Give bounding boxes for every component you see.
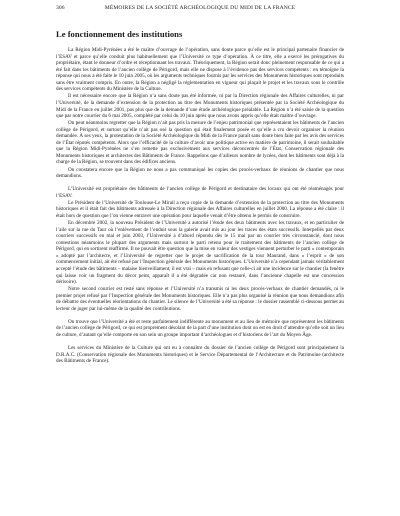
running-head [56,4,344,12]
paragraph-universite-president: Le Président de l’Université de Toulouse-Le Mirail a reçu copie de la demande d’extension de la protection au titre des Monuments historiques et il était fait des bâtiments adressée à la Direction régionale des Affaires culturelles en juillet 2000. La réponse a été claire : il était hors de question que l’on vienne entraver une opération pour laquelle venait d’être obtenu le permis de construire. [56,199,344,219]
paragraph-universite-second-courrier: Notre second courrier est resté sans réponse et l’Université n’a transmis ni les deux procès-verbaux de chantier demandés, ni le premier projet refusé par l’Inspection générale des Monuments historiques. Elle n’a pas plus organisé la réunion que nous demandions afin de débattre des éventuelles réorientations du chantier. Le silence de l’Université a été sa réponse : le dossier rassemblé ci-dessous permet au lecteur de juger par lui-même de la qualité des contributions. [56,286,344,312]
paragraph-universite-indifference: On trouve que l’Université a été et reste parfaitement indifférente au monument et au lieu de mémoire que représentent les bâtiments de l’ancien collège de Périgord, ce qui est proprement désolant de la part d’une institution dont on est en droit d’attendre qu’elle soit un lieu de culture, d’autant qu’elle comporte en son sein un groupe important d’archéologues et d’historiens de l’art du Moyen Âge. [56,318,344,338]
paragraph-region-proces-verbaux: On constatera encore que la Région ne nous a pas communiqué les copies des procès-verbaux de réunions de chantier que nous demandions. [56,166,344,180]
paragraph-ministere-culture: Les services du Ministère de la Culture qui ont eu à connaître du dossier de l’ancien collège de Périgord sont principalement la D.R.A.C. (Conservation régionale des Monuments historiques) et le Service Départemental de l’Architecture et du Patrimoine (architecte des Bâtiments de France). [56,345,344,365]
paragraph-region-regret: On peut néanmoins regretter que la Région n’ait pas pris la mesure de l’enjeu patrimonial que représentaient les bâtiments de l’ancien collège de Périgord, et surtout qu’elle n’ait pas osé la question qui était finalement posée et qu’elle a cru devoir organiser la réunion demandée. À ses yeux, la protestation de la Société Archéologique du Midi de la France paraît sans doute bien faite par les avis des services de l’État réputés compétents. Alors que l’efficacité de la culture d’avoir une politique active en matière de patrimoine, il serait souhaitable que la Région Midi-Pyrénées ne s’en remette pas exclusivement aux services déconcentrés de l’État, Conservation régionale des Monuments historiques et architectes des Bâtiments de France. Rappelons que d’ailleurs nombre de lycées, dont les bâtiments sont déjà à la charge de la Région, se trouvent dans des édifices anciens. [56,120,344,166]
paragraph-universite-proprietaire: L’Université est propriétaire des bâtiments de l’ancien collège de Périgord et destinataire des locaux qui ont été réaménagés pour l’ESAV. [56,186,344,199]
paragraph-region-maitre-ouvrage: La Région Midi-Pyrénées a été le maître d’ouvrage de l’opération, sans doute parce qu’elle est le principal partenaire financier de l’ESAV et parce qu’elle conduit plus habituellement que l’Université ce type d’opération. À ce titre, elle a exercé les prérogatives du propriétaire, étant le donneur d’ordre et réceptionnant les travaux. Théoriquement, la Région serait donc pleinement responsable de ce qui a été fait dans les bâtiments de l’ancien collège de Périgord, mais elle ne dispose à l’évidence pas des services compétents : en témoigne la réponse qui nous a été faite le 10 juin 2005, où les arguments techniques fournis par les services des Monuments historiques sont reproduits sans être vraiment compris. En outre, la Région a négligé la réglementation en vigueur qui plaçait le projet et les travaux sous le contrôle des services compétents du Ministère de la Culture. [56,47,344,93]
journal-title: MÉMOIRES DE LA SOCIÉTÉ ARCHÉOLOGIQUE DU MIDI DE LA FRANCE [104,5,296,11]
page-number: 306 [56,5,65,11]
paragraph-region-information: Il est nécessaire encore que la Région n’a sans doute pas été informée, ni par la Direction régionale des Affaires culturelles, ni par l’Université, de la demande d’extension de la protection au titre des Monuments historiques présentée par la Société Archéologique du Midi de la France en juillet 2001, pas plus que de la demande d’une étude archéologique préalable. La Région n’a été saisie de la question que par notre courrier du 6 mai 2005, complété par celui du 10 juin après que nous avons appris qu’elle était maître d’ouvrage. [56,93,344,120]
section-title: Le fonctionnement des institutions [56,29,183,39]
paragraph-universite-decembre-2002: En décembre 2002, la nouveau Président de l’Université a autorisé l’étude des deux bâtiments avec les travaux, et en particulier de l’aile sur la rue du Taur où l’enlèvement de l’enduit sous la galerie avait mis au jour les traces des états successifs. Interpellés par deux courriers successifs en mai et juin 2003, l’Université a d’abord répondu dès le 15 mai par un courrier très circonstancié, dont nous contestions néanmoins le plupart des arguments mais surtout le parti retenu pour le traitement des bâtiments de l’ancien collège de Périgord, qui en sortirent réaffirmé. Il ne pouvait être question que la mise en valeur des vestiges viennent perturber le parti « contemporain » adopté par l’architecte, et l’Université de regretter que le projet de sacrification de la tour Maurand, dans « l’esprit » de son commencement initial, ait été refusé par l’Inspection générale des Monuments historiques. L’Université n’a cependant jamais véritablement accepté l’étude des bâtiments – malaise bienveillament, il est vrai – mais en refusant que celle-ci ait une incidence sur le chantier (la fenêtre qui laisse voir un fragment du décor peint, apparaît il a été dégradée car non restauré, dans l’ancienne chapelle est une concession dérisoire). [56,220,344,286]
